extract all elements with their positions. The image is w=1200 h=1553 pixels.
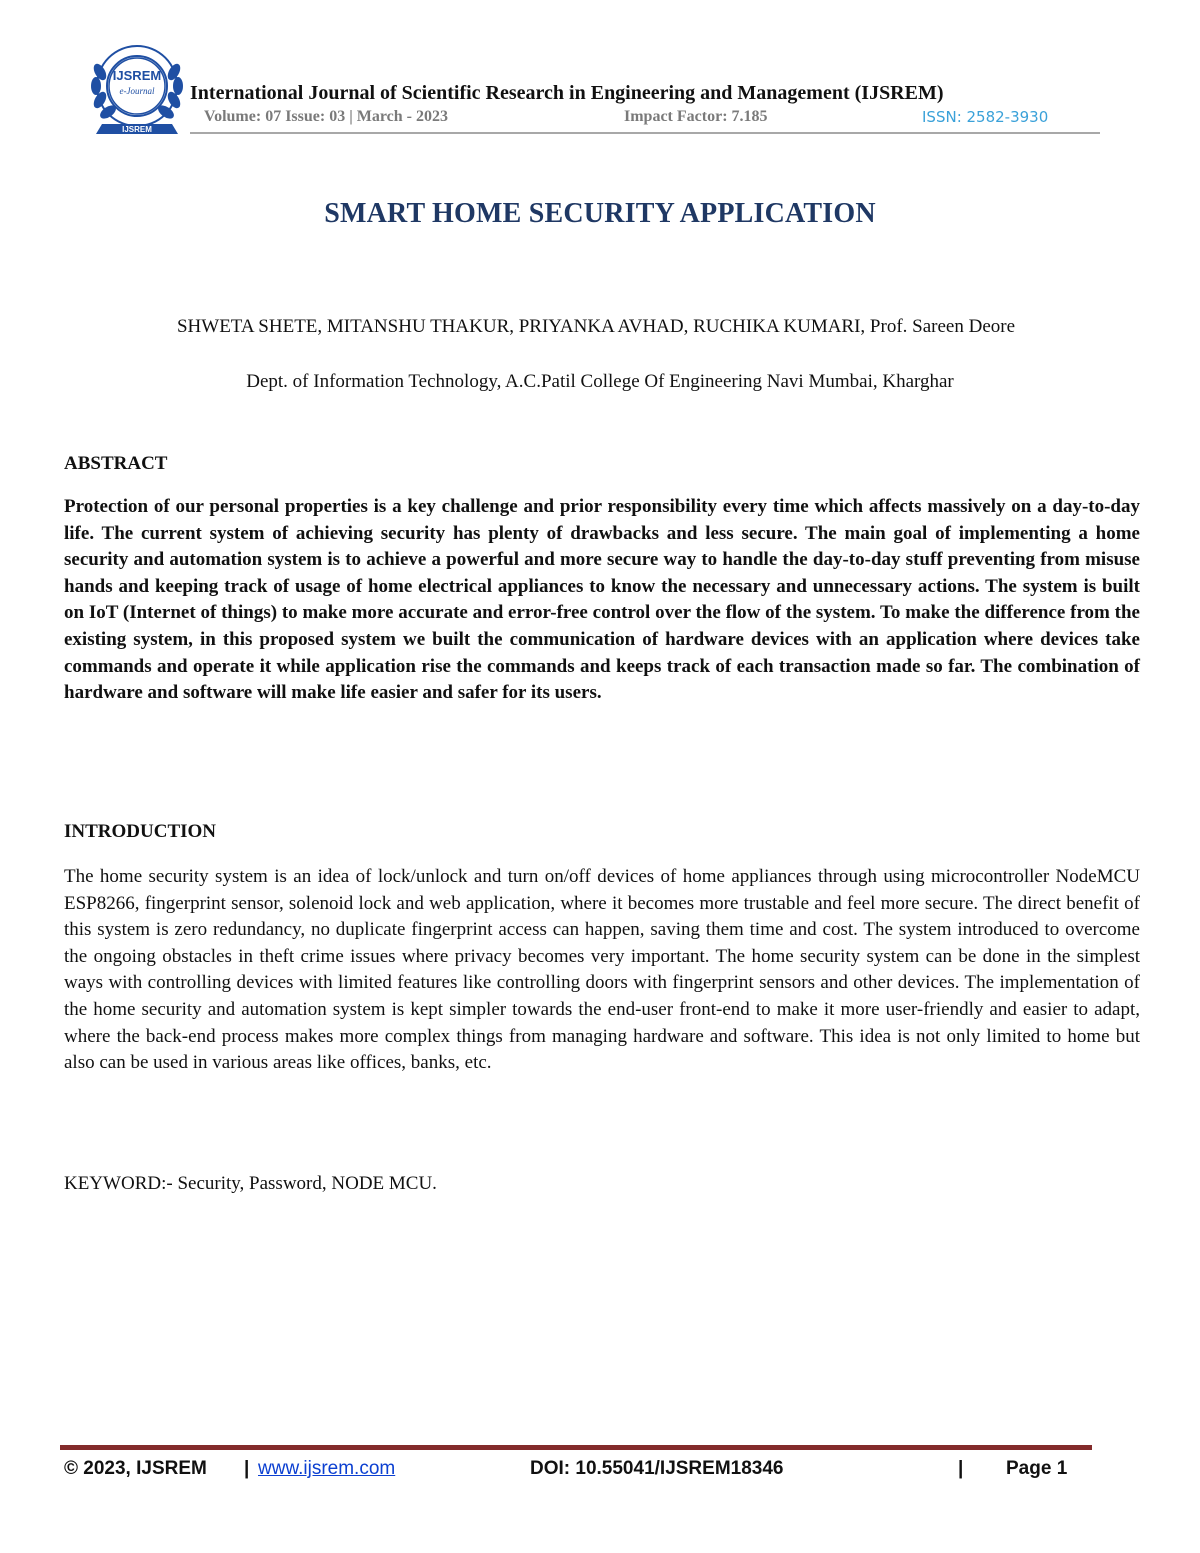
keywords: KEYWORD:- Security, Password, NODE MCU.: [64, 1173, 437, 1194]
footer-copyright: © 2023, IJSREM: [64, 1458, 207, 1479]
footer-separator: |: [244, 1458, 250, 1479]
journal-header: [60, 38, 1100, 138]
journal-title: International Journal of Scientific Research in Engineering and Management (IJSREM): [190, 82, 944, 104]
logo-text-mid: e-Journal: [119, 86, 155, 96]
volume-issue: Volume: 07 Issue: 03 | March - 2023: [204, 108, 448, 125]
logo-text-bottom: IJSREM: [122, 125, 152, 134]
paper-title: SMART HOME SECURITY APPLICATION: [324, 198, 876, 229]
introduction-text: The home security system is an idea of lock/unlock and turn on/off devices of home appliances through using microcontroller NodeMCU ESP8266, fingerprint sensor, solenoid lock and web application, where it becomes more trustable and feel more secure. The direct benefit of this system is zero redundancy, no duplicate fingerprint access can happen, saving them time and cost. The system introduced to overcome the ongoing obstacles in theft crime issues where privacy becomes very important. The home security system can be done in the simplest ways with controlling devices with limited features like controlling doors with fingerprint sensors and other devices. The implementation of the home security and automation system is kept simpler towards the end-user front-end to make it more user-friendly and easier to adapt, where the back-end process makes more complex things from managing hardware and software. This idea is not only limited to home but also can be used in various areas like offices, banks, etc.: [64, 866, 1140, 1074]
introduction-heading: INTRODUCTION: [64, 821, 217, 842]
issn: ISSN: 2582-3930: [922, 108, 1049, 126]
abstract-heading: ABSTRACT: [64, 453, 168, 474]
footer-divider: [60, 1445, 1092, 1450]
footer-doi: DOI: 10.55041/IJSREM18346: [530, 1458, 784, 1479]
abstract-text: Protection of our personal properties is a key challenge and prior responsibility every time which affects massively on a day-to-day life. The current system of achieving security has plenty of drawbacks and less secure. The main goal of implementing a home security and automation system is to achieve a powerful and more secure way to handle the day-to-day stuff preventing from misuse hands and keeping track of usage of home electrical appliances to know the necessary and unnecessary actions. The system is built on IoT (Internet of things) to make more accurate and error-free control over the flow of the system. To make the difference from the existing system, in this proposed system we built the communication of hardware devices with an application where devices take commands and operate it while application rise the commands and keeps track of each transaction made so far. The combination of hardware and software will make life easier and safer for its users.: [64, 496, 1140, 704]
footer-website-link[interactable]: www.ijsrem.com: [258, 1458, 396, 1479]
impact-factor: Impact Factor: 7.185: [624, 108, 768, 125]
footer-separator: |: [958, 1458, 964, 1479]
page-number: Page 1: [1006, 1458, 1068, 1479]
logo-text-top: IJSREM: [112, 68, 162, 83]
author-list: SHWETA SHETE, MITANSHU THAKUR, PRIYANKA AVHAD, RUCHIKA KUMARI, Prof. Sareen Deore: [176, 316, 1016, 337]
affiliation: Dept. of Information Technology, A.C.Patil College Of Engineering Navi Mumbai, Kharghar: [246, 371, 954, 392]
journal-logo: [78, 42, 196, 138]
header-divider: [190, 132, 1100, 134]
